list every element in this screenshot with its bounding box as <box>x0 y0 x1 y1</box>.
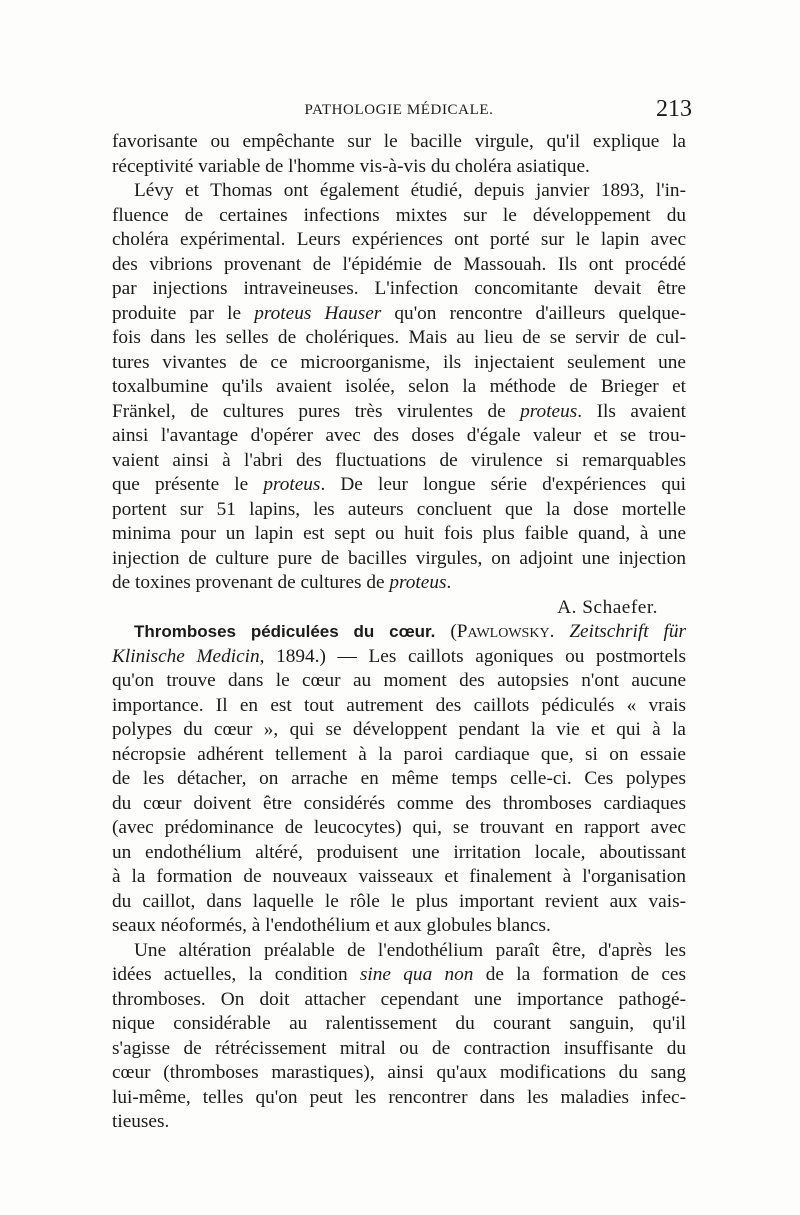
text-line: réceptivité variable de l'homme vis-à-vis du choléra asiatique. <box>112 155 590 177</box>
text-line: nécropsie adhérent tellement à la paroi cardiaque que, si on essaie <box>112 743 686 765</box>
text-line: de les détacher, on arrache en même temps celle-ci. Ces polypes <box>112 768 686 789</box>
text-line: que présente le proteus. De leur longue série d'expériences qui <box>112 474 686 495</box>
text-line: Klinische Medicin, 1894.) — Les caillots agoniques ou postmortels <box>112 645 686 667</box>
text-line: thromboses. On doit attacher cependant une importance pathogé- <box>112 988 686 1010</box>
text-line: idées actuelles, la condition sine qua non de la formation de ces <box>112 964 686 985</box>
italic-term: proteus <box>389 572 447 593</box>
text-line: favorisante ou empêchante sur le bacille virgule, qu'il explique la <box>112 131 686 152</box>
section-heading-line: Thromboses pédiculées du cœur. (Pawlowsky. Zeitschrift für <box>134 621 687 642</box>
italic-term: sine qua non <box>359 964 474 985</box>
text-line: par injections intraveineuses. L'infection concomitante devait être <box>112 278 686 299</box>
text-line: Lévy et Thomas ont également étudié, depuis janvier 1893, l'in- <box>134 180 686 201</box>
text-line: des vibrions provenant de l'épidémie de Massouah. Ils ont procédé <box>112 253 686 275</box>
text-line: vaient ainsi à l'abri des fluctuations de virulence si remarquables <box>112 449 686 471</box>
italic-term: proteus <box>520 400 578 422</box>
page-number: 213 <box>656 96 692 122</box>
journal-title: Zeitschrift für <box>569 621 687 642</box>
journal-title: Klinische Medicin <box>112 645 260 667</box>
text-line: cœur (thromboses marastiques), ainsi qu'aux modifications du sang <box>112 1062 686 1083</box>
text-line: s'agisse de rétrécissement mitral ou de contraction insuffisante du <box>112 1037 686 1059</box>
text-line: fluence de certaines infections mixtes sur le développement du <box>112 204 686 226</box>
text-line: (avec prédominance de leucocytes) qui, se trouvant en rapport avec <box>112 817 686 838</box>
text-line: seaux néoformés, à l'endothélium et aux globules blancs. <box>112 915 551 936</box>
running-head <box>112 96 692 126</box>
text-line: Fränkel, de cultures pures très virulentes de proteus. Ils avaient <box>112 400 686 422</box>
text-line: portent sur 51 lapins, les auteurs concluent que la dose mortelle <box>112 498 686 520</box>
text-line: Une altération préalable de l'endothélium paraît être, d'après les <box>134 939 686 961</box>
text-line: choléra expérimental. Leurs expériences ont porté sur le lapin avec <box>112 229 686 250</box>
text-line: du cœur doivent être considérés comme des thromboses cardiaques <box>112 792 686 814</box>
text-line: fois dans les selles de cholériques. Mais au lieu de se servir de cul- <box>112 327 686 348</box>
body-text <box>112 130 686 1135</box>
text-line: produite par le proteus Hauser qu'on rencontre d'ailleurs quelque- <box>112 302 686 324</box>
text-line: qu'on trouve dans le cœur au moment des autopsies n'ont aucune <box>112 670 686 691</box>
text-line: du caillot, dans laquelle le rôle le plus important revient aux vais- <box>112 890 686 912</box>
text-line: tures vivantes de ce microorganisme, ils injectaient seulement une <box>112 351 686 373</box>
text-line: un endothélium altéré, produisent une irritation locale, aboutissant <box>112 841 686 863</box>
section-heading: Thromboses pédiculées du cœur. <box>134 622 436 641</box>
text-line: de toxines provenant de cultures de proteus. <box>112 572 452 593</box>
author-signature: A. Schaefer. <box>557 596 658 618</box>
text-line: à la formation de nouveaux vaisseaux et finalement à l'organisation <box>112 866 686 887</box>
text-line: importance. Il en est tout autrement des caillots pédiculés « vrais <box>112 694 686 716</box>
text-line: minima pour un lapin est sept ou huit fois plus faible quand, à une <box>112 523 686 544</box>
text-line: tieuses. <box>112 1111 170 1132</box>
text-line: ainsi l'avantage d'opérer avec des doses d'égale valeur et se trou- <box>112 425 686 446</box>
italic-term: proteus Hauser <box>254 302 382 324</box>
text-line: injection de culture pure de bacilles virgules, on adjoint une injection <box>112 547 686 569</box>
text-line: nique considérable au ralentissement du courant sanguin, qu'il <box>112 1013 686 1034</box>
text-line: polypes du cœur », qui se développent pendant la vie et qui à la <box>112 719 686 740</box>
text-line: toxalbumine qu'ils avaient isolée, selon la méthode de Brieger et <box>112 376 686 397</box>
text-line: lui-même, telles qu'on peut les rencontrer dans les maladies infec- <box>112 1086 686 1108</box>
running-title: PATHOLOGIE MÉDICALE. <box>304 102 494 118</box>
italic-term: proteus <box>263 474 321 495</box>
author-name: Pawlowsky <box>456 621 550 642</box>
